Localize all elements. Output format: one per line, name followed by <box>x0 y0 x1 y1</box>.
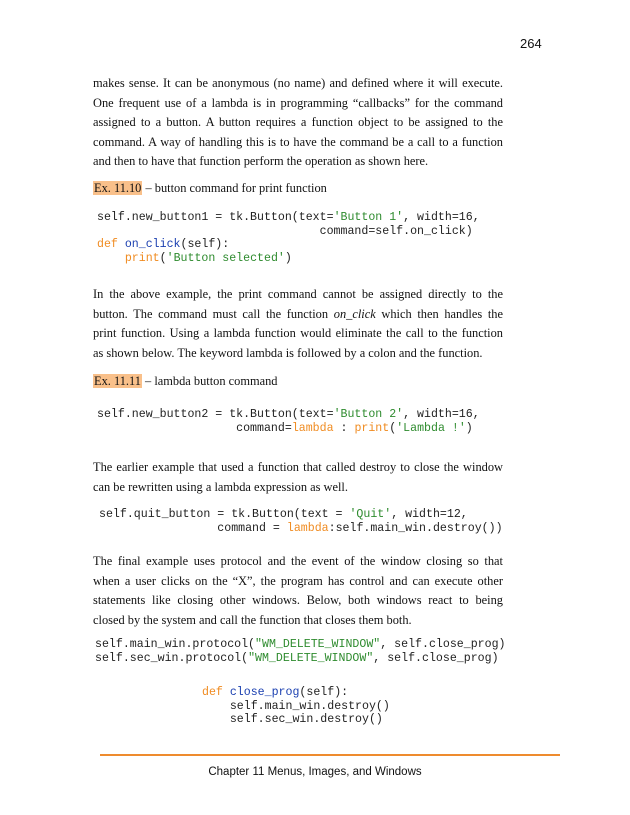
paragraph-line: The earlier example that used a function that called destroy to close the window <box>93 460 503 474</box>
paragraph-line: can be rewritten using a lambda expression as well. <box>93 479 348 494</box>
code-block-quit-button <box>99 508 503 535</box>
code-text: (self): <box>180 238 230 251</box>
code-block-button-command <box>97 211 480 265</box>
code-text: self.main_win.destroy() <box>202 699 390 713</box>
example-heading-11-11 <box>93 374 278 389</box>
code-string: 'Button selected' <box>166 251 285 265</box>
chapter-footer: Chapter 11 Menus, Images, and Windows <box>208 766 422 778</box>
code-keyword: lambda <box>286 521 329 535</box>
code-string: 'Quit' <box>349 508 392 521</box>
paragraph-line: print function. Using a lambda function would eliminate the call to the function <box>93 326 503 340</box>
code-block-lambda-button <box>97 408 480 435</box>
code-text: ) <box>284 251 292 265</box>
code-text: ( <box>159 251 167 265</box>
code-function-name: close_prog <box>229 686 300 699</box>
example-title: – lambda button command <box>141 374 278 388</box>
code-text: ) <box>465 421 473 435</box>
code-keyword: def <box>97 238 118 251</box>
code-string: 'Button 2' <box>333 408 404 421</box>
code-block-close-prog <box>202 686 390 727</box>
paragraph-line: The final example uses protocol and the event of the window closing so that <box>93 554 503 568</box>
code-text: :self.main_win.destroy()) <box>328 521 503 535</box>
code-text: self.main_win.protocol( <box>95 638 256 651</box>
code-text: self.quit_button = tk.Button(text = <box>99 508 350 521</box>
code-block-protocol <box>95 638 506 665</box>
paragraph-line: command. A way of handling this is to have the command be a call to a function <box>93 134 503 149</box>
paragraph-line: In the above example, the print command cannot be assigned directly to the <box>93 287 503 301</box>
example-title: – button command for print function <box>142 181 327 195</box>
paragraph-earlier-example <box>93 458 503 497</box>
paragraph-line: makes sense. It can be anonymous (no name) and defined where it will execute. <box>93 76 503 90</box>
paragraph-line: and then to have that function perform the operation as shown here. <box>93 154 429 168</box>
code-text: self.sec_win.protocol( <box>95 651 249 665</box>
paragraph-line: assigned to a button. A button requires a function object to be assigned to the <box>93 115 503 129</box>
code-text: : <box>333 421 355 435</box>
code-text: (self): <box>299 686 349 699</box>
code-text <box>97 252 125 265</box>
function-name-emphasis: on_click <box>333 306 376 321</box>
code-text <box>223 686 230 699</box>
paragraph-line: statements like closing other windows. Below, both windows react to being <box>93 593 503 607</box>
paragraph-line: when a user clicks on the “X”, the program has control and can execute other <box>93 573 503 588</box>
paragraph-line: as shown below. The keyword lambda is followed by a colon and the function. <box>93 345 483 360</box>
code-text: , width=16, <box>403 211 480 224</box>
code-text: , self.close_prog) <box>373 651 499 665</box>
code-string: "WM_DELETE_WINDOW" <box>255 638 381 651</box>
example-label: Ex. 11.11 <box>94 374 141 388</box>
code-keyword: lambda <box>291 421 334 435</box>
code-string: 'Button 1' <box>333 211 404 224</box>
paragraph-protocol <box>93 552 503 630</box>
code-text: ( <box>389 421 397 435</box>
text-run: button. The command must call the function <box>93 306 334 321</box>
paragraph-line <box>93 305 503 325</box>
paragraph-intro <box>93 74 503 172</box>
code-text: , self.close_prog) <box>380 638 506 651</box>
code-text: self.new_button1 = tk.Button(text= <box>97 211 334 224</box>
page-number: 264 <box>520 36 542 51</box>
code-text: command=self.on_click) <box>97 224 473 238</box>
footer-divider <box>100 754 560 756</box>
code-text: , width=16, <box>403 408 480 421</box>
code-text <box>118 238 125 251</box>
paragraph-line: One frequent use of a lambda is in programming “callbacks” for the command <box>93 95 503 110</box>
code-string: "WM_DELETE_WINDOW" <box>248 651 374 665</box>
code-text: self.sec_win.destroy() <box>202 713 383 726</box>
code-text: command = <box>99 521 287 535</box>
code-keyword: print <box>354 421 390 435</box>
example-heading-11-10 <box>93 181 327 196</box>
example-label: Ex. 11.10 <box>94 181 142 195</box>
code-string: 'Lambda !' <box>396 421 466 435</box>
paragraph-line: closed by the system and call the function that closes them both. <box>93 612 412 627</box>
text-run: which then handles the <box>375 306 503 321</box>
code-function-name: on_click <box>124 238 181 251</box>
code-text: command= <box>97 421 292 435</box>
code-keyword: def <box>202 686 223 699</box>
code-keyword: print <box>124 251 160 265</box>
code-text: , width=12, <box>391 508 468 521</box>
code-text: self.new_button2 = tk.Button(text= <box>97 408 334 421</box>
paragraph-print-command <box>93 285 503 363</box>
